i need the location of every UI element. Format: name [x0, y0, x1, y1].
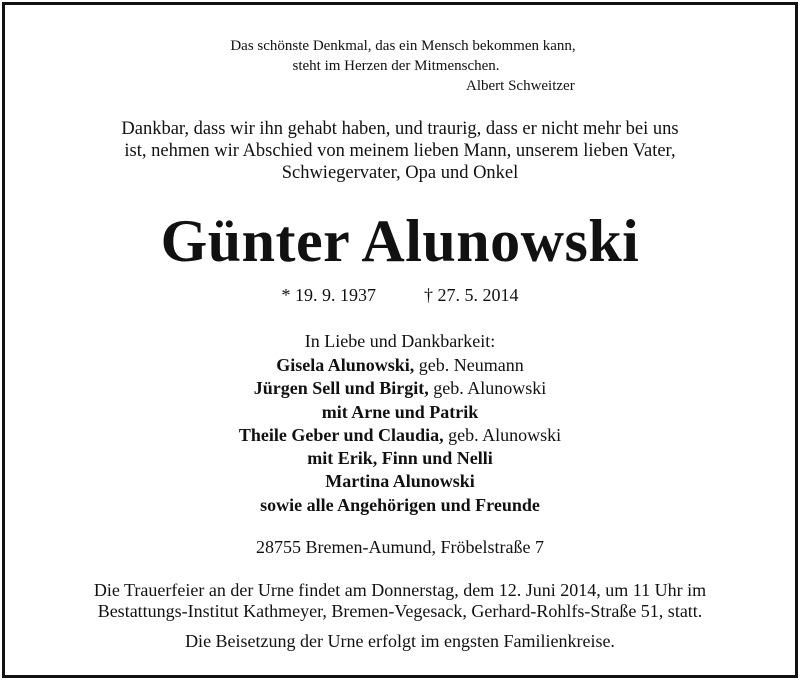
deceased-name: Günter Alunowski — [160, 208, 640, 274]
mourner-name: Martina Alunowski — [325, 471, 475, 492]
life-dates — [0, 284, 800, 306]
mourner-name: Theile Geber und Claudia, — [238, 424, 444, 445]
mourner-name: Jürgen Sell und Birgit, — [253, 378, 429, 399]
mourner-name: sowie alle Angehörigen und Freunde — [260, 494, 540, 515]
notice-line: Die Trauerfeier an der Urne findet am Donnerstag, dem 12. Juni 2014, um 11 Uhr im — [93, 580, 707, 600]
epigraph-quote — [0, 36, 800, 76]
quote-author: Albert Schweitzer — [466, 78, 575, 94]
mourner-line — [0, 424, 800, 447]
mourner-name: mit Erik, Finn und Nelli — [307, 448, 493, 469]
death-date: † 27. 5. 2014 — [424, 285, 519, 305]
quote-line: Das schönste Denkmal, das ein Mensch bekommen kann, — [230, 38, 576, 54]
mourners-list — [0, 354, 800, 517]
mourner-line — [0, 377, 800, 400]
funeral-notice — [0, 580, 800, 622]
mourner-note: geb. Neumann — [414, 355, 524, 375]
intro-line: ist, nehmen wir Abschied von meinem lieben Mann, unserem lieben Vater, — [124, 141, 676, 161]
family-address: 28755 Bremen-Aumund, Fröbelstraße 7 — [256, 537, 544, 557]
mourners-lead: In Liebe und Dankbarkeit: — [304, 331, 496, 351]
quote-line: steht im Herzen der Mitmenschen. — [292, 58, 500, 74]
mourner-name: Gisela Alunowski, — [276, 355, 415, 375]
intro-text — [0, 118, 800, 184]
mourner-note: geb. Alunowski — [428, 378, 547, 399]
mourner-line — [0, 354, 800, 377]
mourner-name: mit Arne und Patrik — [321, 401, 479, 422]
notice-line: Bestattungs-Institut Kathmeyer, Bremen-Vegesack, Gerhard-Rohlfs-Straße 51, statt. — [97, 601, 703, 621]
mourner-note: geb. Alunowski — [443, 424, 562, 445]
mourner-line — [0, 447, 800, 470]
intro-line: Schwiegervater, Opa und Onkel — [281, 163, 519, 183]
mourner-line — [0, 470, 800, 493]
mourner-line — [0, 494, 800, 517]
birth-date: * 19. 9. 1937 — [281, 285, 376, 305]
intro-line: Dankbar, dass wir ihn gehabt haben, und traurig, dass er nicht mehr bei uns — [121, 119, 679, 139]
burial-note: Die Beisetzung der Urne erfolgt im engsten Familienkreise. — [185, 631, 615, 651]
mourner-line — [0, 401, 800, 424]
